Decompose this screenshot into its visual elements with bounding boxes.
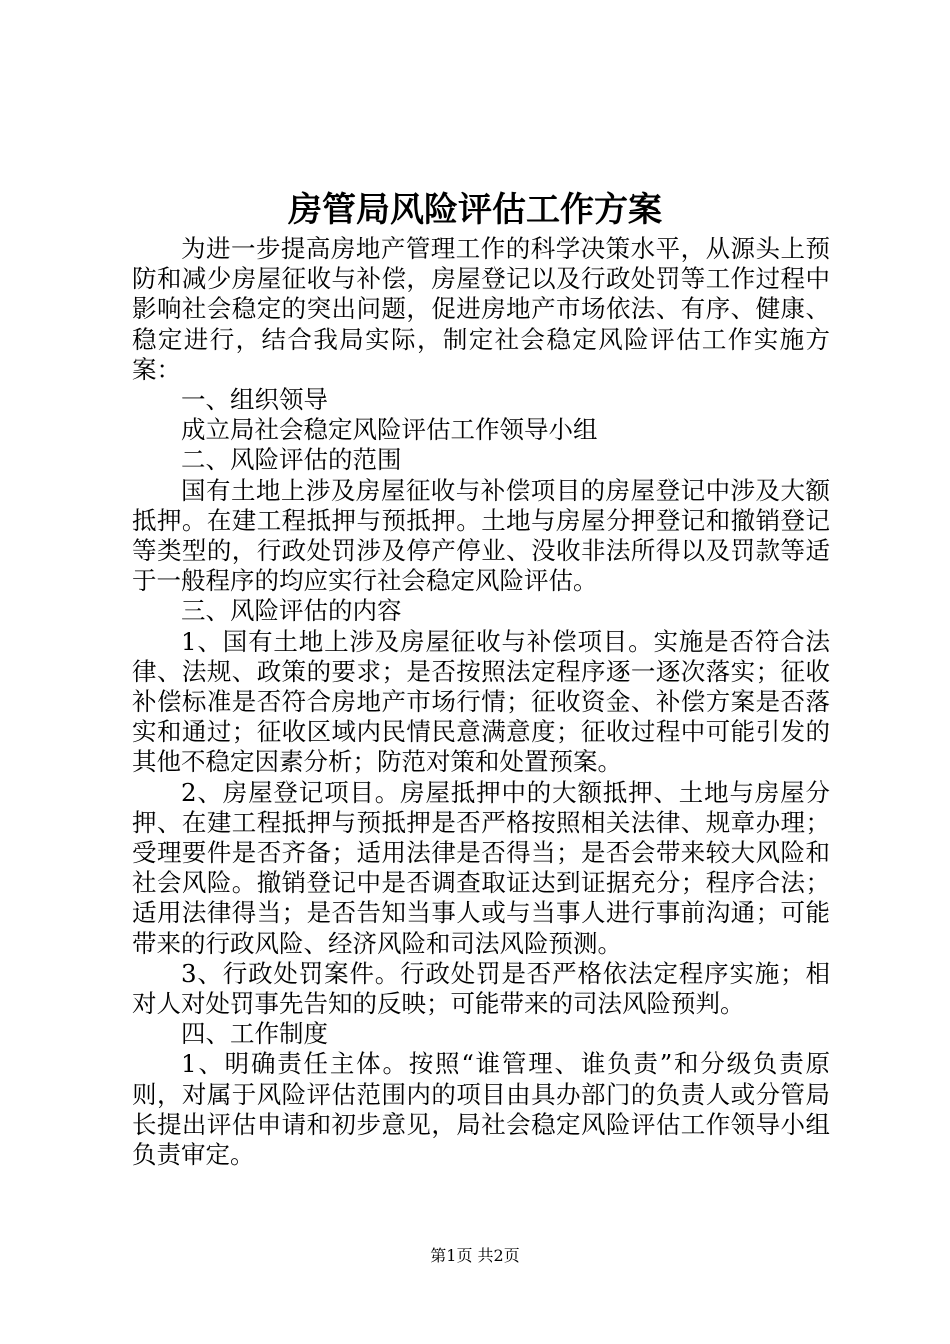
section-heading-system: 四、工作制度 bbox=[181, 1019, 328, 1049]
section-heading-organization: 一、组织领导 bbox=[181, 385, 328, 415]
section-heading-scope: 二、风险评估的范围 bbox=[181, 445, 402, 475]
paragraph-responsibility: 1、明确责任主体。按照“谁管理、谁负责”和分级负责原则，对属于风险评估范围内的项目由具办部门的负责人或分管局长提出评估申请和初步意见，局社会稳定风险评估工作领导小组负责审定。 bbox=[132, 1049, 830, 1170]
paragraph-item-2: 2、房屋登记项目。房屋抵押中的大额抵押、土地与房屋分押、在建工程抵押与预抵押是否严格按照相关法律、规章办理；受理要件是否齐备；适用法律是否得当；是否会带来较大风险和社会风险。撤销登记中是否调查取证达到证据充分；程序合法；适用法律得当；是否告知当事人或与当事人进行事前沟通；可能带来的行政风险、经济风险和司法风险预测。 bbox=[132, 777, 830, 958]
document-title: 房管局风险评估工作方案 bbox=[288, 190, 662, 230]
paragraph-intro: 为进一步提高房地产管理工作的科学决策水平，从源头上预防和减少房屋征收与补偿，房屋登记以及行政处罚等工作过程中影响社会稳定的突出问题，促进房地产市场依法、有序、健康、稳定进行，结合我局实际，制定社会稳定风险评估工作实施方案： bbox=[132, 234, 830, 384]
paragraph-item-1: 1、国有土地上涉及房屋征收与补偿项目。实施是否符合法律、法规、政策的要求；是否按照法定程序逐一逐次落实；征收补偿标准是否符合房地产市场行情；征收资金、补偿方案是否落实和通过；征收区域内民情民意满意度；征收过程中可能引发的其他不稳定因素分析；防范对策和处置预案。 bbox=[132, 626, 830, 777]
paragraph-item-3: 3、行政处罚案件。行政处罚是否严格依法定程序实施；相对人对处罚事先告知的反映；可能带来的司法风险预判。 bbox=[132, 958, 830, 1019]
paragraph-scope: 国有土地上涉及房屋征收与补偿项目的房屋登记中涉及大额抵押。在建工程抵押与预抵押。土地与房屋分押登记和撤销登记等类型的，行政处罚涉及停产停业、没收非法所得以及罚款等适于一般程序的均应实行社会稳定风险评估。 bbox=[132, 475, 830, 596]
paragraph-leadership-group: 成立局社会稳定风险评估工作领导小组 bbox=[181, 415, 598, 445]
section-heading-content: 三、风险评估的内容 bbox=[181, 596, 402, 626]
page-footer: 第1页 共2页 bbox=[430, 1246, 520, 1265]
document-body bbox=[132, 234, 830, 1170]
